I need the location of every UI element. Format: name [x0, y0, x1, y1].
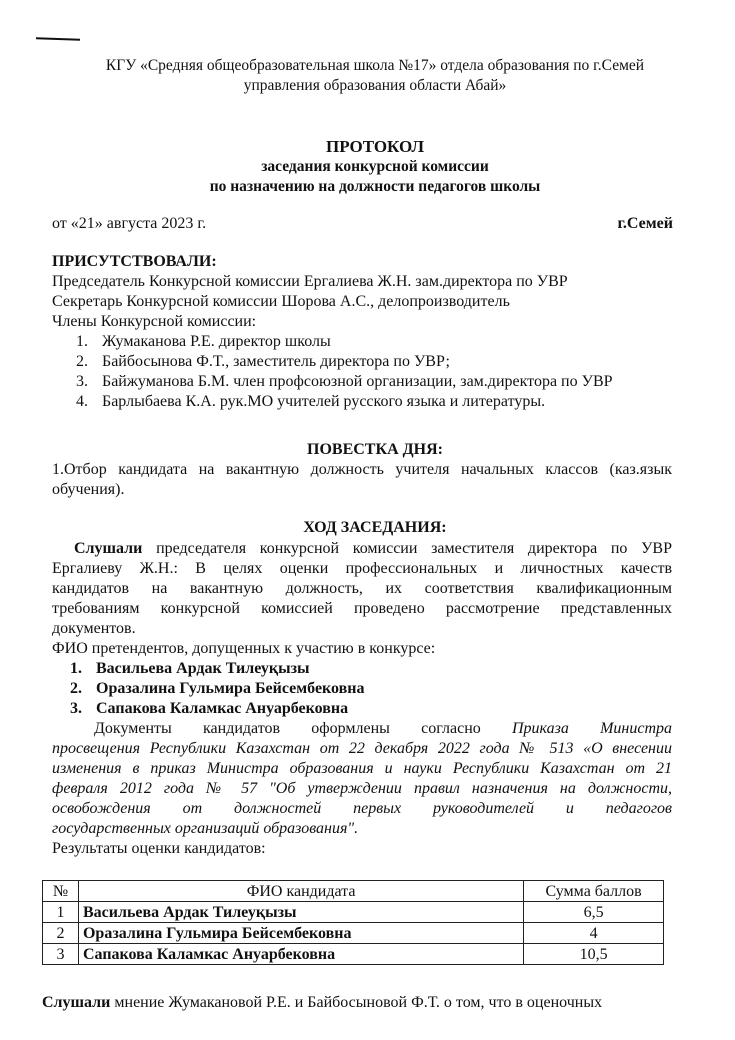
member-item: 4. Барлыбаева К.А. рук.МО учителей русского языка и литературы.	[76, 393, 546, 410]
member-item: 2. Байбосынова Ф.Т., заместитель директора по УВР;	[76, 353, 450, 370]
member-item: 3. Байжуманова Б.М. член профсоюзной организации, зам.директора по УВР	[76, 373, 613, 390]
docs-line-3: изменения в приказ Министра образования и науки Республики Казахстан от 21	[52, 760, 672, 777]
table-row	[43, 944, 664, 965]
members-list	[76, 332, 672, 412]
protocol-date: от «21» августа 2023 г.	[52, 215, 207, 232]
proceedings-line-2: Ергалиеву Ж.Н.: В целях оценки профессиональных и личностных качеств	[52, 560, 672, 577]
secretary-line: Секретарь Конкурсной комиссии Шорова А.С., делопроизводитель	[52, 293, 510, 310]
proceedings-line-3: кандидатов на вакантную должность, их соответствия квалификационным	[52, 580, 672, 597]
proceedings-line-4: требованиям конкурсной комиссией проведено рассмотрение представленных	[52, 600, 672, 617]
present-heading: ПРИСУТСТВОВАЛИ:	[52, 253, 217, 270]
proceedings-line-5: документов.	[52, 620, 136, 637]
row-name: Оразалина Гульмира Бейсембековна	[78, 923, 523, 944]
agenda-body	[52, 460, 672, 500]
agenda-line-2: обучения).	[52, 481, 125, 498]
docs-line-1: Документы кандидатов оформлены согласно Приказа Министра	[94, 720, 672, 737]
results-table	[42, 880, 664, 965]
docs-line-2: просвещения Республики Казахстан от 22 декабря 2022 года № 513 «О внесении	[52, 740, 672, 757]
row-score: 10,5	[524, 944, 664, 965]
row-num: 1	[43, 902, 79, 923]
corner-pen-mark	[36, 37, 80, 41]
title-sub-1: заседания конкурсной комиссии	[261, 158, 489, 175]
proceedings-line-1: Слушали председателя конкурсной комиссии заместителя директора по УВР	[74, 540, 673, 557]
protocol-city: г.Семей	[617, 215, 673, 232]
row-score: 6,5	[524, 902, 664, 923]
results-label: Результаты оценки кандидатов:	[52, 840, 266, 857]
title-main: ПРОТОКОЛ	[325, 137, 424, 156]
row-name: Васильева Ардак Тилеуқызы	[78, 902, 523, 923]
proceedings-body	[52, 539, 672, 859]
org-line-1: КГУ «Средняя общеобразовательная школа №17» отдела образования по г.Семей	[105, 57, 645, 74]
candidate-item: 1. Васильева Ардак Тилеуқызы	[70, 660, 310, 677]
candidate-item: 3. Сапакова Каламкас Ануарбековна	[70, 700, 349, 717]
agenda-line-1: 1.Отбор кандидата на вакантную должность учителя начальных классов (каз.язык	[52, 461, 672, 478]
header-score: Сумма баллов	[524, 881, 664, 902]
chair-line: Председатель Конкурсной комиссии Ергалиева Ж.Н. зам.директора по УВР	[52, 273, 568, 290]
table-row	[43, 902, 664, 923]
org-line-2: управления образования области Абай»	[243, 77, 507, 94]
agenda-heading: ПОВЕСТКА ДНЯ:	[307, 441, 443, 458]
members-label: Члены Конкурсной комиссии:	[52, 313, 257, 330]
docs-line-6: государственных организаций образования".	[52, 820, 359, 837]
docs-line-4: февраля 2012 года № 57 "Об утверждении правил назначения на должности,	[52, 780, 672, 797]
results-header-row	[43, 881, 664, 902]
footer-line: Слушали мнение Жумакановой Р.Е. и Байбосыновой Ф.Т. о том, что в оценочных	[42, 994, 603, 1011]
row-num: 2	[43, 923, 79, 944]
candidate-item: 2. Оразалина Гульмира Бейсембековна	[70, 680, 365, 697]
header-name: ФИО кандидата	[78, 881, 523, 902]
table-row	[43, 923, 664, 944]
candidates-list	[70, 659, 672, 719]
member-item: 1. Жумаканова Р.Е. директор школы	[76, 333, 331, 350]
present-section	[52, 252, 672, 412]
title-sub-2: по назначению на должности педагогов школы	[209, 178, 541, 195]
row-name: Сапакова Каламкас Ануарбековна	[78, 944, 523, 965]
protocol-title	[40, 137, 710, 197]
row-score: 4	[524, 923, 664, 944]
candidates-label: ФИО претендентов, допущенных к участию в конкурсе:	[52, 640, 436, 657]
header-num: №	[43, 881, 79, 902]
proceedings-heading: ХОД ЗАСЕДАНИЯ:	[303, 519, 447, 536]
row-num: 3	[43, 944, 79, 965]
docs-line-5: освобождения от должностей первых руководителей и педагогов	[52, 800, 672, 817]
org-header	[40, 56, 710, 96]
